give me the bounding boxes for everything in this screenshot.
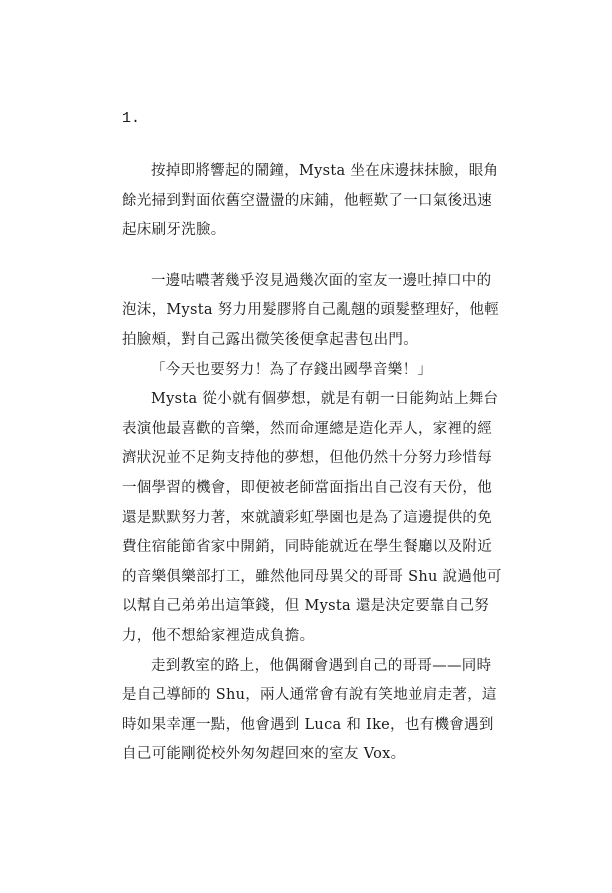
paragraph-2: 一邊咕噥著幾乎沒見過幾次面的室友一邊吐掉口中的泡沫，Mysta 努力用髮膠將自己亂翹的頭髮整理好，他輕拍臉頰，對自己露出微笑後便拿起書包出門。 [122,272,499,348]
story-body [122,157,502,770]
paragraph-spacer [122,246,502,267]
chapter-number: 1. [122,110,141,127]
paragraph-4: 走到教室的路上，他偶爾會遇到自己的哥哥——同時是自己導師的 Shu，兩人通常會有說有笑地並肩走著，這時如果幸運一點，他會遇到 Luca 和 Ike，也有機會遇到自己可能剛從校外匆匆趕回來的室友 Vox。 [122,657,497,763]
paragraph-3: Mysta 從小就有個夢想，就是有朝一日能夠站上舞台表演他最喜歡的音樂，然而命運總是造化弄人，家裡的經濟狀況並不足夠支持他的夢想，但他仍然十分努力珍惜每一個學習的機會，即便被老師當面指出自己沒有天份，他還是默默努力著，來就讀彩虹學園也是為了這邊提供的免費住宿能節省家中開銷，同時能就近在學生餐廳以及附近的音樂俱樂部打工，雖然他同母異父的哥哥 Shu 說過他可以幫自己弟弟出這筆錢，但 Mysta 還是決定要靠自己努力，他不想給家裡造成負擔。 [122,391,502,644]
dialogue-line: 「今天也要努力！為了存錢出國學音樂！」 [151,361,433,378]
paragraph-1: 按掉即將響起的鬧鐘，Mysta 坐在床邊抹抹臉，眼角餘光掃到對面依舊空盪盪的床鋪，他輕歎了一口氣後迅速起床刷牙洗臉。 [122,163,499,239]
